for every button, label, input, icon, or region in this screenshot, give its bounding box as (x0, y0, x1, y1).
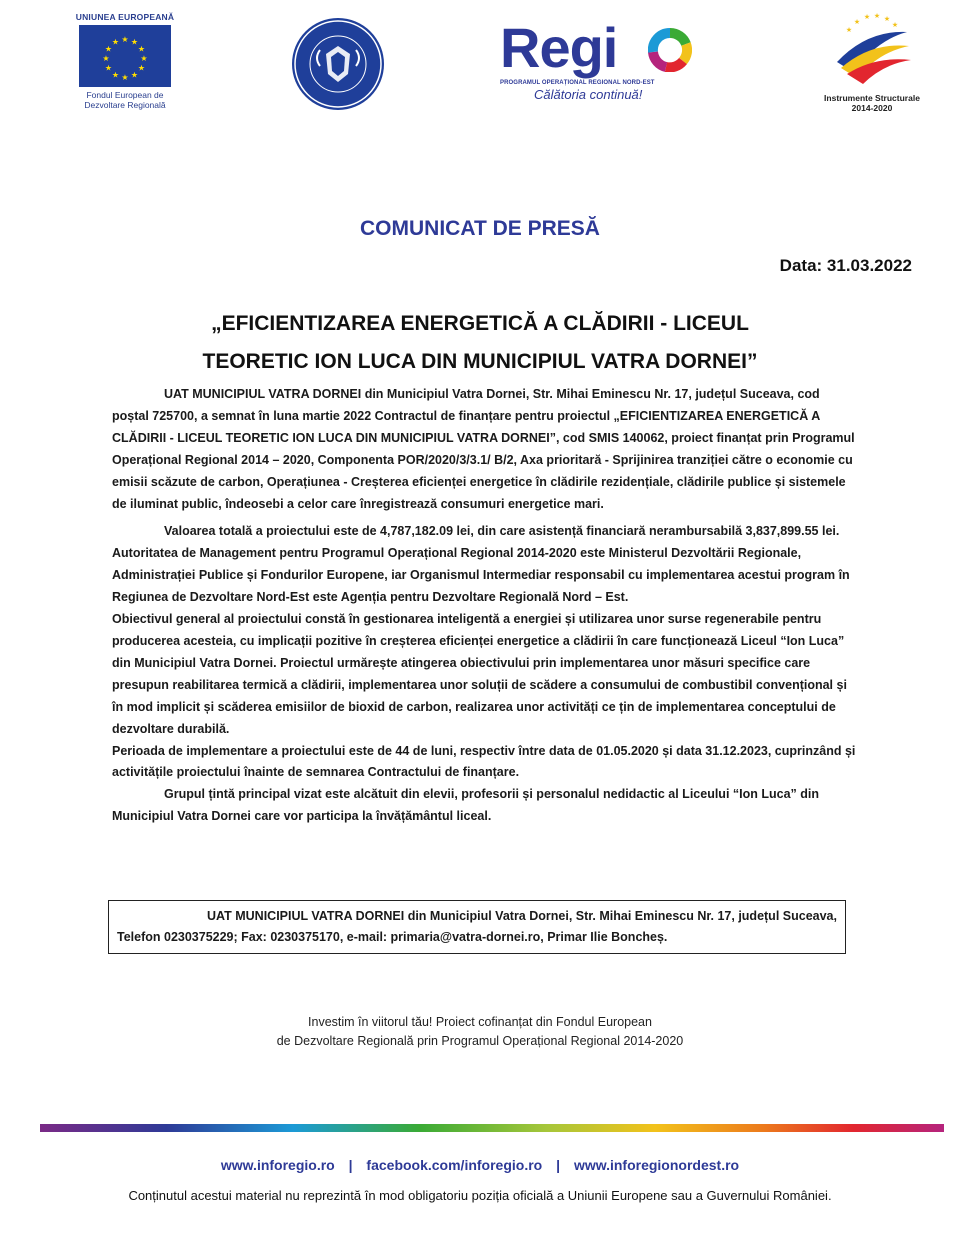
svg-text:★: ★ (104, 63, 113, 73)
regio-logo (500, 16, 700, 102)
project-title (80, 305, 880, 381)
release-date: Data: 31.03.2022 (779, 256, 912, 275)
structural-instruments-caption-1: Instrumente Structurale (824, 93, 920, 103)
svg-text:★: ★ (102, 54, 110, 63)
svg-text:★: ★ (104, 44, 113, 54)
svg-text:★: ★ (130, 37, 139, 47)
svg-text:★: ★ (873, 12, 881, 20)
regio-slogan: Călătoria continuă! (534, 87, 643, 102)
project-title-line-1: „EFICIENTIZAREA ENERGETICĂ A CLĂDIRII - LICEUL (211, 312, 749, 335)
funding-line-1: Investim în viitorul tău! Proiect cofinanțat din Fondul European (308, 1015, 652, 1029)
svg-text:★: ★ (111, 37, 120, 47)
funding-line-2: de Dezvoltare Regională prin Programul Operațional Regional 2014-2020 (276, 1034, 684, 1048)
paragraph-authority: Autoritatea de Management pentru Programul Operațional Regional 2014-2020 este Ministerul Dezvoltării Regionale, Administrației Publice și Fondurilor Europene, iar Organismul Intermediar responsabil cu implementarea acestui program în Regiunea de Dezvoltare Nord-Est este Agenția pentru Dezvoltare Regională Nord – Est. (112, 546, 850, 605)
footer-links (0, 1157, 960, 1173)
eu-flag-icon (79, 25, 171, 87)
disclaimer: Conținutul acestui material nu reprezintă în mod obligatoriu poziția oficială a Uniunii Europene sau a Guvernului României. (128, 1188, 832, 1203)
rainbow-divider (40, 1124, 944, 1132)
svg-text:★: ★ (863, 13, 871, 21)
structural-instruments-logo (812, 10, 932, 113)
government-seal-icon (290, 16, 386, 112)
paragraph-contract: UAT MUNICIPIUL VATRA DORNEI din Municipiul Vatra Dornei, Str. Mihai Eminescu Nr. 17, județul Suceava, cod poștal 725700, a semnat în luna martie 2022 Contractul de finanțare pentru proiectul „EFICIENTIZAREA ENERGETICĂ A CLĂDIRII - LICEUL TEORETIC ION LUCA DIN MUNICIPIUL VATRA DORNEI”, cod SMIS 140062, proiect finanțat prin Programul Operațional Regional 2014 – 2020, Componenta POR/2020/3/3.1/ B/2, Axa prioritară - Sprijinirea tranziției către o economie cu emisii scăzute de carbon, Operațiunea - Creșterea eficienței energetice în clădirile rezidențiale, clădirile publice și sistemele de iluminat public, îndeosebi a celor care înregistrează consumuri energetice mari. (112, 387, 855, 511)
contact-text: UAT MUNICIPIUL VATRA DORNEI din Municipiul Vatra Dornei, Str. Mihai Eminescu Nr. 17, județul Suceava, Telefon 0230375229; Fax: 0230375170, e-mail: primaria@vatra-dornei.ro, Primar Ilie Boncheș. (117, 909, 837, 944)
svg-text:★: ★ (891, 21, 899, 29)
press-release-body (112, 384, 857, 828)
paragraph-value: Valoarea totală a proiectului este de 4,787,182.09 lei, din care asistență financiară nerambursabilă 3,837,899.55 lei. (164, 524, 840, 539)
regio-color-ring-icon (648, 28, 692, 72)
paragraph-objective: Obiectivul general al proiectului constă în gestionarea inteligentă a energiei și utilizarea unor surse regenerabile pentru producerea acesteia, cu implicații pozitive în creșterea eficienței energetice a clădirii în care funcționează Liceul “Ion Luca” din Municipiul Vatra Dornei. Proiectul urmărește atingerea obiectivului prin implementarea unor măsuri specifice care presupun reabilitarea termică a clădirii, implementarea unor soluții de scădere a consumului de combustibil convențional și în mod implicit și scăderea emisiilor de bioxid de carbon, realizarea unor activități ce țin de implementarea conceptului de dezvoltare durabilă. (112, 612, 847, 736)
svg-text:★: ★ (121, 73, 129, 82)
contact-box (108, 900, 846, 954)
link-separator: | (556, 1157, 561, 1173)
structural-instruments-caption-2: 2014-2020 (851, 103, 893, 113)
regio-wordmark: Regi (500, 16, 618, 79)
svg-text:★: ★ (845, 26, 853, 34)
paragraph-period: Perioada de implementare a proiectului este de 44 de luni, respectiv între data de 01.05.2020 și data 31.12.2023, cuprinzând și activitățile proiectului înainte de semnarea Contractului de finanțare. (112, 743, 856, 780)
link-inforegionordest[interactable]: www.inforegionordest.ro (573, 1157, 740, 1173)
eu-logo-caption-2: Dezvoltare Regională (84, 100, 166, 110)
project-title-line-2: TEORETIC ION LUCA DIN MUNICIPIUL VATRA DORNEI” (202, 350, 758, 373)
svg-text:★: ★ (853, 18, 861, 26)
press-release-title: COMUNICAT DE PRESĂ (360, 217, 600, 240)
structural-instruments-icon (827, 10, 917, 88)
eu-logo-caption-1: Fondul European de (86, 90, 164, 100)
svg-text:★: ★ (137, 44, 146, 54)
regio-program-line: PROGRAMUL OPERAȚIONAL REGIONAL NORD-EST (500, 80, 655, 86)
logo-bar (0, 0, 960, 130)
svg-text:★: ★ (130, 70, 139, 80)
eu-logo (70, 12, 180, 110)
funding-statement (0, 1013, 960, 1051)
link-inforegio[interactable]: www.inforegio.ro (220, 1157, 335, 1173)
svg-text:★: ★ (883, 15, 891, 23)
svg-text:★: ★ (140, 54, 148, 63)
eu-logo-title: UNIUNEA EUROPEANĂ (75, 12, 175, 22)
svg-text:★: ★ (111, 70, 120, 80)
link-separator: | (348, 1157, 353, 1173)
paragraph-target-group: Grupul țintă principal vizat este alcătuit din elevii, profesorii și personalul nedidactic al Liceului “Ion Luca” din Municipiul Vatra Dornei care vor participa la învățământul liceal. (112, 787, 819, 824)
svg-text:★: ★ (121, 35, 129, 44)
svg-text:★: ★ (137, 63, 146, 73)
link-facebook[interactable]: facebook.com/inforegio.ro (366, 1157, 543, 1173)
